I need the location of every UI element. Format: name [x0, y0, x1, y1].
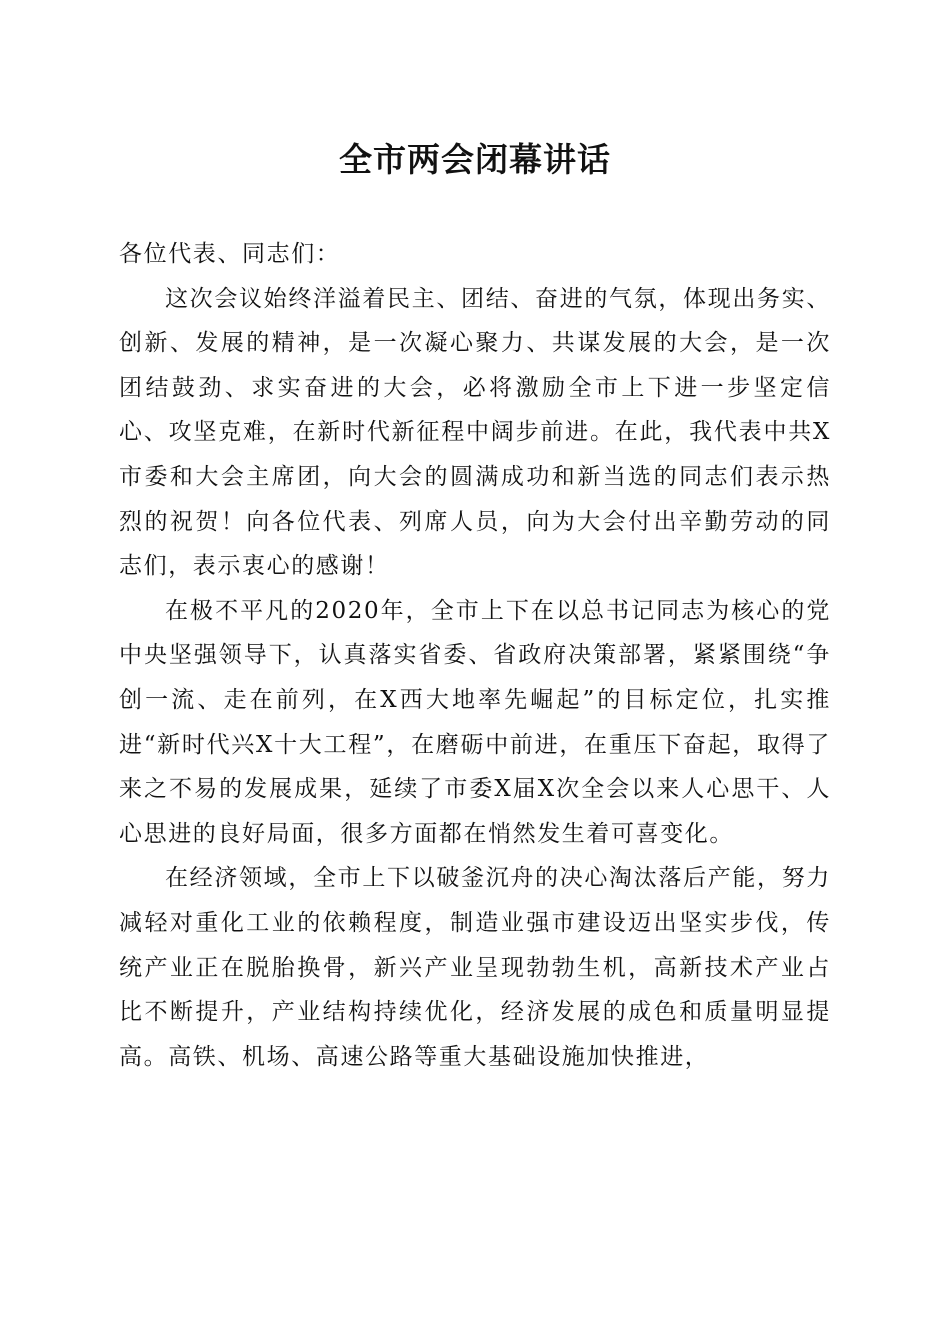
paragraph-1: 这次会议始终洋溢着民主、团结、奋进的气氛，体现出务实、创新、发展的精神，是一次凝心聚力、共谋发展的大会，是一次团结鼓劲、求实奋进的大会，必将激励全市上下进一步坚定信心、攻坚克难，在新时代新征程中阔步前进。在此，我代表中共X市委和大会主席团，向大会的圆满成功和新当选的同志们表示热烈的祝贺！向各位代表、列席人员，向为大会付出辛勤劳动的同志们，表示衷心的感谢！: [119, 285, 831, 580]
paragraph-3: 在经济领域，全市上下以破釜沉舟的决心淘汰落后产能，努力减轻对重化工业的依赖程度，制造业强市建设迈出坚实步伐，传统产业正在脱胎换骨，新兴产业呈现勃勃生机，高新技术产业占比不断提升，产业结构持续优化，经济发展的成色和质量明显提高。高铁、机场、高速公路等重大基础设施加快推进，: [119, 865, 831, 1070]
paragraph-2: 在极不平凡的2020年，全市上下在以总书记同志为核心的党中央坚强领导下，认真落实省委、省政府决策部署，紧紧围绕“争创一流、走在前列，在X西大地率先崛起”的目标定位，扎实推进“新时代兴X十大工程”，在磨砺中前进，在重压下奋起，取得了来之不易的发展成果，延续了市委X届X次全会以来人心思干、人心思进的良好局面，很多方面都在悄然发生着可喜变化。: [119, 597, 831, 847]
document-title: 全市两会闭幕讲话: [339, 140, 611, 179]
document-body: [119, 232, 831, 1079]
salutation: 各位代表、同志们：: [119, 241, 341, 267]
